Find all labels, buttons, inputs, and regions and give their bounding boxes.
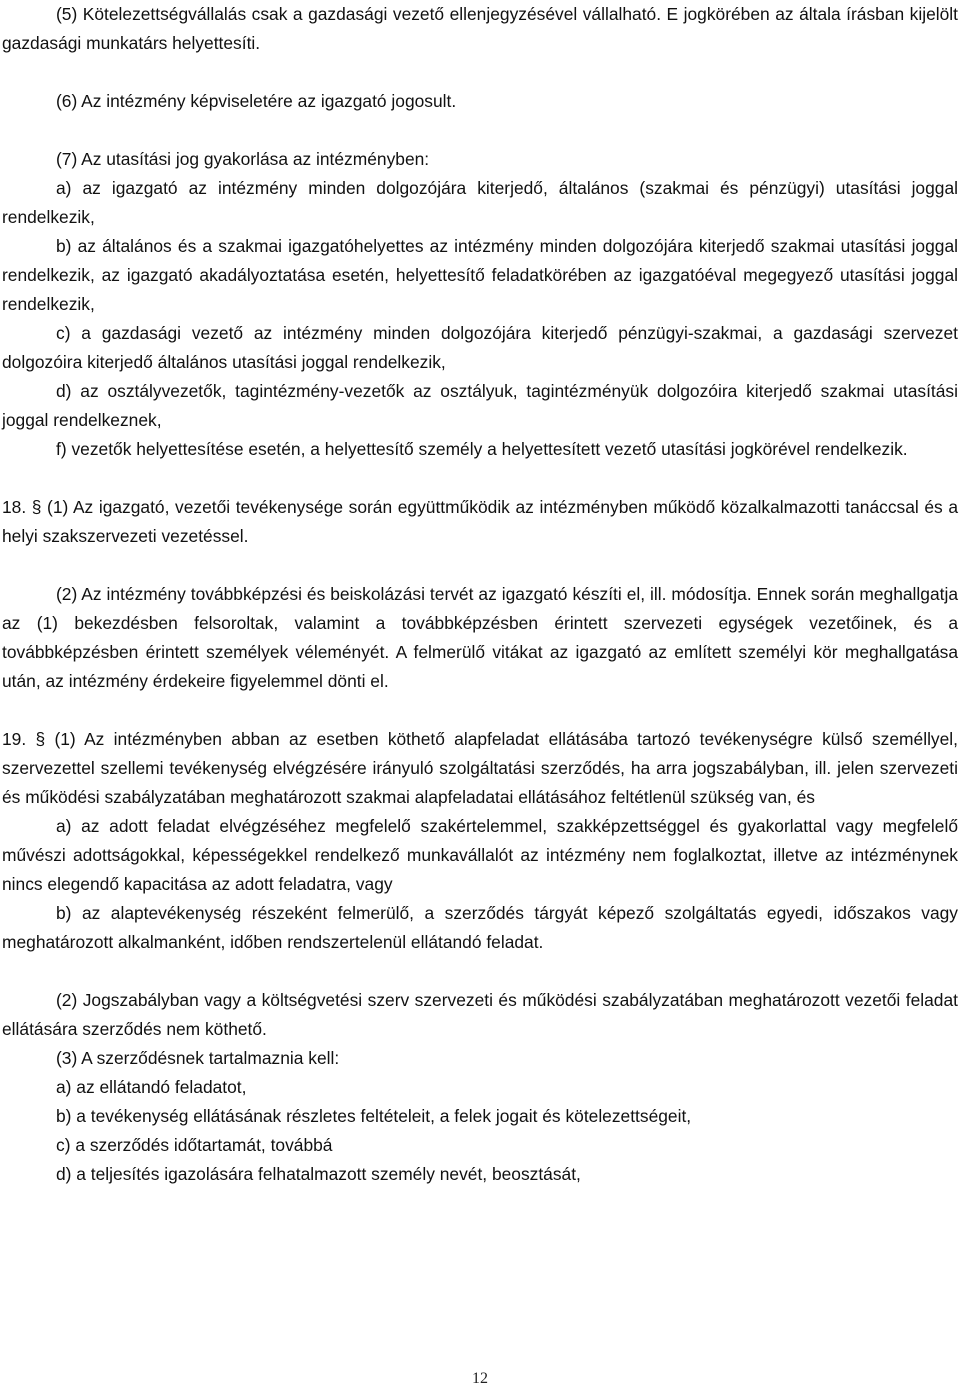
section-19-3-heading: (3) A szerződésnek tartalmaznia kell: [56, 1048, 340, 1068]
paragraph-7-d: d) az osztályvezetők, tagintézmény-vezetők az osztályuk, tagintézményük dolgozóira kiterjedő szakmai utasítási joggal rendelkeznek, [2, 381, 958, 430]
paragraph-7-b: b) az általános és a szakmai igazgatóhelyettes az intézmény minden dolgozójára kiterjedő szakmai utasítási joggal rendelkezik, az igazgató akadályoztatása esetén, helyettesítő feladatkörében az igazgatóéval megegyező utasítási joggal rendelkezik, [2, 236, 958, 314]
paragraph-7-c: c) a gazdasági vezető az intézmény minden dolgozójára kiterjedő pénzügyi-szakmai, a gazdasági szervezet dolgozóira kiterjedő általános utasítási joggal rendelkezik, [2, 323, 958, 372]
section-19-1: 19. § (1) Az intézményben abban az esetben köthető alapfeladat ellátásába tartozó tevékenységre külső személlyel, szervezettel szellemi tevékenység elvégzésére irányuló szolgáltatási szerződés, ha arra jogszabályban, ill. jelen szervezeti és működési szabályzatában meghatározott szakmai alapfeladatai ellátásához feltétlenül szükség van, és [2, 729, 958, 807]
list-item: a) az ellátandó feladatot, [56, 1077, 247, 1097]
paragraph-7-heading: (7) Az utasítási jog gyakorlása az intézményben: [56, 149, 430, 169]
paragraph-7-f: f) vezetők helyettesítése esetén, a helyettesítő személy a helyettesített vezető utasítási jogkörével rendelkezik. [56, 439, 908, 459]
list-item: d) a teljesítés igazolására felhatalmazott személy nevét, beosztását, [56, 1164, 581, 1184]
section-19-2: (2) Jogszabályban vagy a költségvetési szerv szervezeti és működési szabályzatában meghatározott vezetői feladat ellátására szerződés nem köthető. [2, 990, 958, 1039]
list-item: b) a tevékenység ellátásának részletes feltételeit, a felek jogait és kötelezettségeit, [56, 1106, 692, 1126]
section-18-2: (2) Az intézmény továbbképzési és beiskolázási tervét az igazgató készíti el, ill. módosítja. Ennek során meghallgatja az (1) bekezdésben felsoroltak, valamint a továbbképzésben érintett szervezeti egységek vezetőinek, és a továbbképzésben érintett személyek véleményét. A felmerülő vitákat az igazgató az említett személyi kör meghallgatása után, az intézmény érdekeire figyelemmel dönti el. [2, 584, 958, 691]
document-page [2, 0, 958, 1189]
section-19-1-b: b) az alaptevékenység részeként felmerülő, a szerződés tárgyát képező szolgáltatás egyedi, időszakos vagy meghatározott alkalmanként, időben rendszertelenül ellátandó feladat. [2, 903, 958, 952]
paragraph-5: (5) Kötelezettségvállalás csak a gazdasági vezető ellenjegyzésével vállalható. E jogkörében az általa írásban kijelölt gazdasági munkatárs helyettesíti. [2, 4, 958, 53]
section-19-1-a: a) az adott feladat elvégzéséhez megfelelő szakértelemmel, szakképzettséggel és gyakorlattal vagy megfelelő művészi adottságokkal, képességekkel rendelkező munkavállalót az intézmény nem foglalkoztat, illetve az intézménynek nincs elegendő kapacitása az adott feladatra, vagy [2, 816, 958, 894]
paragraph-7-a: a) az igazgató az intézmény minden dolgozójára kiterjedő, általános (szakmai és pénzügyi) utasítási joggal rendelkezik, [2, 178, 958, 227]
list-item: c) a szerződés időtartamát, továbbá [56, 1135, 333, 1155]
paragraph-6: (6) Az intézmény képviseletére az igazgató jogosult. [56, 91, 457, 111]
section-18-1: 18. § (1) Az igazgató, vezetői tevékenysége során együttműködik az intézményben működő közalkalmazotti tanáccsal és a helyi szakszervezeti vezetéssel. [2, 497, 958, 546]
page-number: 12 [472, 1370, 488, 1387]
